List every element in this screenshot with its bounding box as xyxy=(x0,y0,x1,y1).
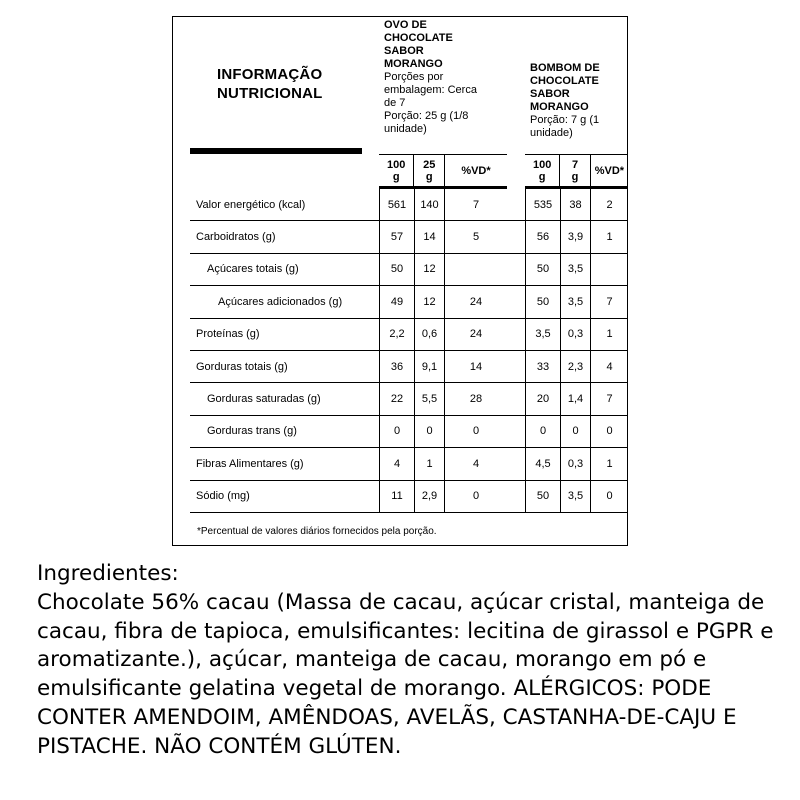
column-gap xyxy=(507,189,525,220)
table-cell: 1 xyxy=(590,448,628,479)
table-cell: 20 xyxy=(525,383,560,414)
table-cell: 50 xyxy=(525,254,560,285)
column-gap xyxy=(507,351,525,382)
table-row xyxy=(190,221,628,253)
table-cell: 3,5 xyxy=(560,254,590,285)
product-1-sub-5: unidade) xyxy=(384,123,427,135)
product-1-sub-2: embalagem: Cerca xyxy=(384,84,477,96)
product-1-name-2: CHOCOLATE xyxy=(384,32,453,44)
col-100g: 100 g xyxy=(387,158,406,183)
table-row xyxy=(190,416,628,448)
product-1-header xyxy=(384,19,504,136)
table-cell: 33 xyxy=(525,351,560,382)
product-2-name-3: SABOR xyxy=(530,88,570,100)
row-label: Gorduras totais (g) xyxy=(196,360,288,373)
product-1-name-4: MORANGO xyxy=(384,58,443,70)
table-cell: 5 xyxy=(444,221,507,252)
table-cell: 12 xyxy=(414,254,444,285)
row-label: Gorduras trans (g) xyxy=(207,425,297,438)
table-cell: 2,3 xyxy=(560,351,590,382)
table-cell: 3,9 xyxy=(560,221,590,252)
column-gap xyxy=(507,383,525,414)
table-cell: 4,5 xyxy=(525,448,560,479)
table-row xyxy=(190,481,628,513)
column-gap xyxy=(507,286,525,317)
product-2-sub-1: Porção: 7 g (1 xyxy=(530,114,600,126)
ingredients-section xyxy=(37,560,777,762)
table-cell: 140 xyxy=(414,189,444,220)
table-row xyxy=(190,319,628,351)
table-cell: 28 xyxy=(444,383,507,414)
table-cell: 14 xyxy=(444,351,507,382)
table-cell: 2,9 xyxy=(414,481,444,512)
row-label: Valor energético (kcal) xyxy=(196,198,306,211)
column-gap xyxy=(507,481,525,512)
table-cell: 7 xyxy=(444,189,507,220)
product-2-name-1: BOMBOM DE xyxy=(530,62,600,74)
table-cell: 14 xyxy=(414,221,444,252)
table-cell: 9,1 xyxy=(414,351,444,382)
table-title xyxy=(217,65,323,103)
product-1-sub-4: Porção: 25 g (1/8 xyxy=(384,110,469,122)
table-cell: 0,3 xyxy=(560,448,590,479)
table-cell: 24 xyxy=(444,286,507,317)
table-cell: 4 xyxy=(590,351,628,382)
title-line-2: NUTRICIONAL xyxy=(217,85,323,102)
row-label: Gorduras saturadas (g) xyxy=(207,393,321,406)
table-cell: 5,5 xyxy=(414,383,444,414)
product-1-sub-3: de 7 xyxy=(384,97,406,109)
ingredients-heading: Ingredientes: xyxy=(37,561,179,586)
table-cell: 57 xyxy=(379,221,414,252)
table-cell: 0 xyxy=(444,481,507,512)
table-cell: 2,2 xyxy=(379,319,414,350)
ingredients-text: Chocolate 56% cacau (Massa de cacau, açúcar cristal, manteiga de cacau, fibra de tapioca, emulsificantes: lecitina de girassol e PGPR e aromatizante.), açúcar, manteiga de cacau, morango em pó e emulsificante gelatina vegetal de morango. ALÉRGICOS: PODE CONTER AMENDOIM, AMÊNDOAS, AVELÃS, CASTANHA-DE-CAJU E PISTACHE. NÃO CONTÉM GLÚTEN. xyxy=(37,589,774,759)
table-cell: 0 xyxy=(590,416,628,447)
footnote: *Percentual de valores diários fornecidos pela porção. xyxy=(197,526,437,537)
table-row xyxy=(190,351,628,383)
nutrition-rows xyxy=(190,189,628,513)
table-cell: 0 xyxy=(560,416,590,447)
row-label: Proteínas (g) xyxy=(196,328,260,341)
table-cell: 38 xyxy=(560,189,590,220)
table-cell: 3,5 xyxy=(560,481,590,512)
row-label: Carboidratos (g) xyxy=(196,231,276,244)
product-2-header xyxy=(530,62,630,140)
table-cell: 0 xyxy=(590,481,628,512)
table-cell: 50 xyxy=(525,481,560,512)
product-2-name-4: MORANGO xyxy=(530,101,589,113)
table-cell: 2 xyxy=(590,189,628,220)
table-row xyxy=(190,189,628,221)
column-gap xyxy=(507,221,525,252)
table-cell xyxy=(590,254,628,285)
table-cell: 7 xyxy=(590,286,628,317)
column-gap xyxy=(507,254,525,285)
table-cell: 0,6 xyxy=(414,319,444,350)
column-gap xyxy=(507,319,525,350)
product-1-name-3: SABOR xyxy=(384,45,424,57)
table-cell: 3,5 xyxy=(525,319,560,350)
row-label: Sódio (mg) xyxy=(196,490,250,503)
table-cell: 12 xyxy=(414,286,444,317)
table-cell: 50 xyxy=(379,254,414,285)
table-cell: 0 xyxy=(525,416,560,447)
table-cell: 24 xyxy=(444,319,507,350)
column-gap xyxy=(507,448,525,479)
table-row xyxy=(190,286,628,318)
table-cell: 4 xyxy=(444,448,507,479)
column-gap xyxy=(507,416,525,447)
table-row xyxy=(190,383,628,415)
table-cell: 535 xyxy=(525,189,560,220)
table-cell: 1 xyxy=(590,319,628,350)
table-row xyxy=(190,254,628,286)
col-vd: %VD* xyxy=(590,155,628,186)
table-cell: 1 xyxy=(414,448,444,479)
row-label: Açúcares adicionados (g) xyxy=(218,295,343,308)
table-row xyxy=(190,448,628,480)
table-cell: 49 xyxy=(379,286,414,317)
table-cell: 0 xyxy=(379,416,414,447)
table-cell: 36 xyxy=(379,351,414,382)
table-cell: 0,3 xyxy=(560,319,590,350)
table-cell: 22 xyxy=(379,383,414,414)
table-cell: 0 xyxy=(444,416,507,447)
col-portion: 7 g xyxy=(559,155,589,186)
table-cell: 1 xyxy=(590,221,628,252)
row-label: Fibras Alimentares (g) xyxy=(196,457,304,470)
product-1-sub-1: Porções por xyxy=(384,71,444,83)
nutrition-table xyxy=(172,16,628,546)
product-2-column-headers xyxy=(525,154,628,189)
col-vd: %VD* xyxy=(444,155,507,186)
product-2-sub-2: unidade) xyxy=(530,127,573,139)
table-cell: 1,4 xyxy=(560,383,590,414)
title-divider xyxy=(190,148,362,154)
table-cell: 0 xyxy=(414,416,444,447)
table-cell: 50 xyxy=(525,286,560,317)
table-cell: 7 xyxy=(590,383,628,414)
row-label: Açúcares totais (g) xyxy=(207,263,299,276)
title-line-1: INFORMAÇÃO xyxy=(217,66,323,83)
col-portion: 25 g xyxy=(413,155,444,186)
col-100g: 100 g xyxy=(532,158,552,183)
table-cell: 4 xyxy=(379,448,414,479)
table-cell: 3,5 xyxy=(560,286,590,317)
table-cell: 11 xyxy=(379,481,414,512)
product-2-name-2: CHOCOLATE xyxy=(530,75,599,87)
table-cell xyxy=(444,254,507,285)
product-1-column-headers xyxy=(379,154,507,189)
product-1-name-1: OVO DE xyxy=(384,19,427,31)
table-cell: 561 xyxy=(379,189,414,220)
table-cell: 56 xyxy=(525,221,560,252)
